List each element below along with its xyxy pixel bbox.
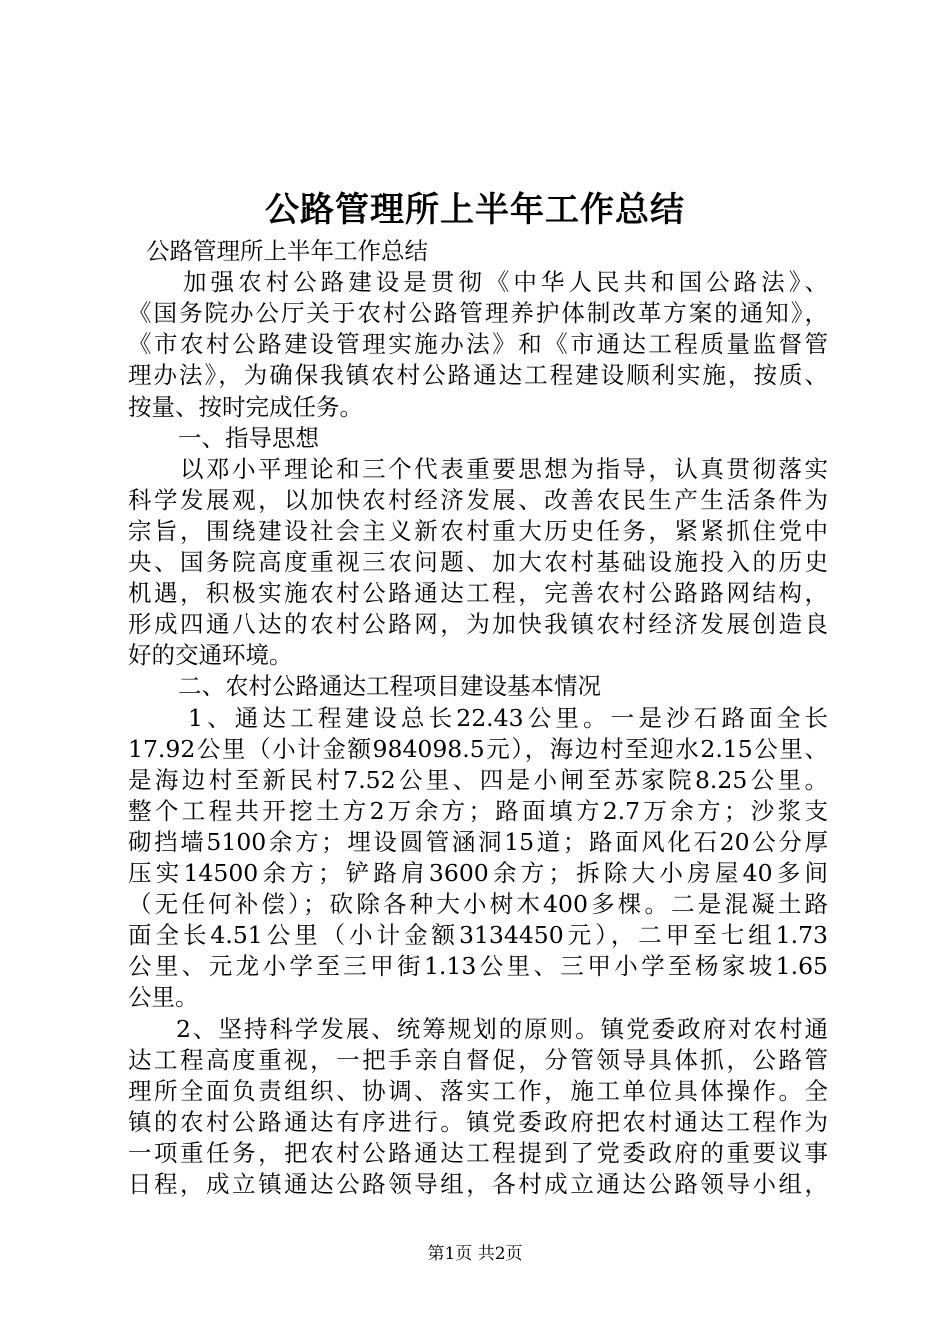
paragraph-line: 压实14500余方；铲路肩3600余方；拆除大小房屋40多间 bbox=[128, 859, 828, 887]
section-heading: 二、农村公路通达工程项目建设基本情况 bbox=[178, 672, 601, 701]
paragraph-line: 理所全面负责组织、协调、落实工作，施工单位具体操作。全 bbox=[128, 1076, 828, 1105]
document-title: 公路管理所上半年工作总结 bbox=[265, 190, 685, 230]
paragraph-line: 以邓小平理论和三个代表重要思想为指导，认真贯彻落实 bbox=[180, 454, 828, 483]
paragraph-line: （无任何补偿）；砍除各种大小树木400多棵。二是混凝土路 bbox=[128, 890, 828, 919]
paragraph-line: 按量、按时完成任务。 bbox=[128, 392, 363, 421]
page-footer: 第1页 共2页 bbox=[427, 1244, 523, 1264]
paragraph-line: 2、坚持科学发展、统筹规划的原则。镇党委政府对农村通 bbox=[176, 1014, 828, 1043]
paragraph-line: 面全长4.51公里（小计金额3134450元），二甲至七组1.73 bbox=[128, 921, 828, 950]
paragraph-line: 宗旨，围绕建设社会主义新农村重大历史任务，紧紧抓住党中 bbox=[128, 516, 828, 545]
paragraph-line: 镇的农村公路通达有序进行。镇党委政府把农村通达工程作为 bbox=[128, 1107, 828, 1136]
paragraph-line: 科学发展观，以加快农村经济发展、改善农民生产生活条件为 bbox=[128, 485, 828, 514]
paragraph-line: 是海边村至新民村7.52公里、四是小闸至苏家院8.25公里。 bbox=[128, 765, 828, 794]
paragraph-line: 达工程高度重视，一把手亲自督促，分管领导具体抓，公路管 bbox=[128, 1045, 828, 1074]
paragraph-line: 1、通达工程建设总长22.43公里。一是沙石路面全长 bbox=[188, 703, 828, 732]
subtitle-line: 公路管理所上半年工作总结 bbox=[146, 237, 428, 265]
paragraph-line: 砌挡墙5100余方；埋设圆管涵洞15道；路面风化石20公分厚 bbox=[128, 827, 828, 856]
paragraph-line: 理办法》，为确保我镇农村公路通达工程建设顺利实施，按质、 bbox=[128, 361, 828, 390]
paragraph-line: 17.92公里（小计金额984098.5元），海边村至迎水2.15公里、 bbox=[128, 734, 828, 763]
paragraph-line: 加强农村公路建设是贯彻《中华人民共和国公路法》、 bbox=[183, 268, 828, 297]
paragraph-line: 央、国务院高度重视三农问题、加大农村基础设施投入的历史 bbox=[128, 548, 828, 576]
paragraph-line: 《国务院办公厅关于农村公路管理养护体制改革方案的通知》， bbox=[128, 299, 828, 328]
section-heading: 一、指导思想 bbox=[178, 423, 319, 452]
paragraph-line: 公里。 bbox=[128, 983, 199, 1012]
paragraph-line: 公里、元龙小学至三甲街1.13公里、三甲小学至杨家坡1.65 bbox=[128, 952, 828, 981]
paragraph-line: 好的交通环境。 bbox=[128, 641, 293, 670]
paragraph-line: 《市农村公路建设管理实施办法》和《市通达工程质量监督管 bbox=[128, 330, 828, 359]
paragraph-line: 整个工程共开挖土方2万余方；路面填方2.7万余方；沙浆支 bbox=[128, 796, 828, 825]
paragraph-line: 日程，成立镇通达公路领导组，各村成立通达公路领导小组， bbox=[128, 1170, 828, 1198]
paragraph-line: 机遇，积极实施农村公路通达工程，完善农村公路路网结构， bbox=[128, 579, 828, 608]
paragraph-line: 一项重任务，把农村公路通达工程提到了党委政府的重要议事 bbox=[128, 1138, 828, 1167]
paragraph-line: 形成四通八达的农村公路网，为加快我镇农村经济发展创造良 bbox=[128, 610, 828, 639]
